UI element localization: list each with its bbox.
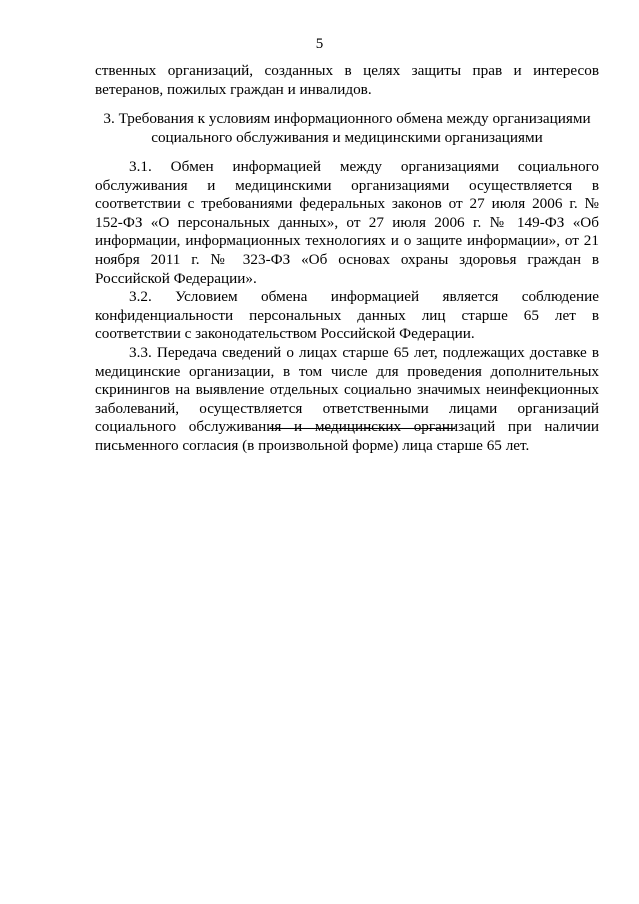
paragraph-3-2: 3.2. Условием обмена информацией является соблюдение конфиденциальности персональных данных лиц старше 65 лет в соответствии с законодательством Российской Федерации. (95, 288, 599, 343)
section-heading-line-2: социального обслуживания и медицинскими организациями (151, 128, 543, 146)
paragraph-3-1: 3.1. Обмен информацией между организациями социального обслуживания и медицинскими организациями осуществляется в соответствии с требованиями федеральных законов от 27 июля 2006 г. № 152-ФЗ «О персональных данных», от 27 июля 2006 г. № 149-ФЗ «Об информации, информационных технологиях и о защите информации», от 21 ноября 2011 г. № 323-ФЗ «Об основах охраны здоровья граждан в Российской Федерации». (95, 158, 599, 287)
paragraph-3-3: 3.3. Передача сведений о лицах старше 65 лет, подлежащих доставке в медицинские организации, в том числе для проведения дополнительных скринингов на выявление отдельных социально значимых неинфекционных заболеваний, осуществляется ответственными лицами организаций социального обслуживания и медицинских организаций при наличии письменного согласия (в произвольной форме) лица старше 65 лет. (95, 343, 599, 454)
page-number: 5 (315, 36, 324, 52)
section-body (95, 158, 599, 456)
continuation-block (95, 62, 599, 99)
continuation-paragraph: ственных организаций, созданных в целях защиты прав и интересов ветеранов, пожилых граждан и инвалидов. (95, 62, 599, 98)
section-heading (95, 110, 599, 147)
section-heading-line-1: 3. Требования к условиям информационного обмена между организациями (103, 110, 591, 127)
end-of-document-rule (270, 428, 455, 429)
